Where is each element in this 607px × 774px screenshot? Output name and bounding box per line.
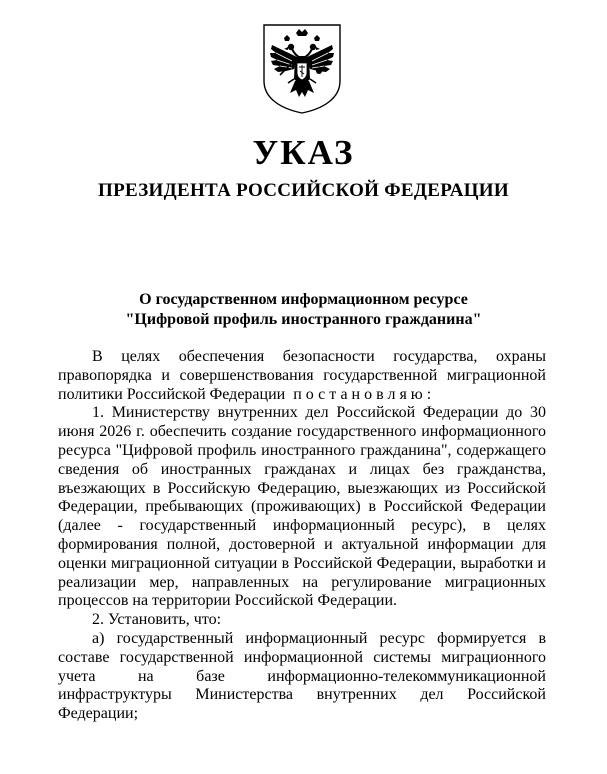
decree-heading-line-2: "Цифровой профиль иностранного гражданина" <box>125 311 482 328</box>
intro-text: В целях обеспечения безопасности государства, охраны правопорядка и совершенствования государственной миграционной политики Российской Федерации <box>58 348 546 403</box>
paragraph-2: 2. Установить, что: <box>92 611 222 629</box>
coat-of-arms-emblem <box>262 23 342 115</box>
decree-body <box>58 348 546 724</box>
decree-heading <box>0 290 607 330</box>
decree-word: постановляю: <box>293 385 436 403</box>
paragraph-2a: а) государственный информационный ресурс формируется в составе государственной информационной системы миграционного учета на базе информационно-телекоммуникационной инфраструктуры Министерства внутренних дел Российской Федерации; <box>58 629 546 723</box>
document-subtitle: ПРЕЗИДЕНТА РОССИЙСКОЙ ФЕДЕРАЦИИ <box>98 180 509 201</box>
document-title: УКАЗ <box>252 133 355 172</box>
decree-heading-line-1: О государственном информационном ресурсе <box>139 291 468 308</box>
intro-paragraph <box>58 348 546 404</box>
paragraph-1: 1. Министерству внутренних дел Российской Федерации до 30 июня 2026 г. обеспечить создание государственного информационного ресурса "Цифровой профиль иностранного гражданина", содержащего сведения об иностранных гражданах и лицах без гражданства, въезжающих в Российскую Федерацию, выезжающих из Российской Федерации, пребывающих (проживающих) в Российской Федерации (далее - государственный информационный ресурс), в целях формирования полной, достоверной и актуальной информации для оценки миграционной ситуации в Российской Федерации, выработки и реализации мер, направленных на регулирование миграционных процессов на территории Российской Федерации. <box>58 404 546 610</box>
